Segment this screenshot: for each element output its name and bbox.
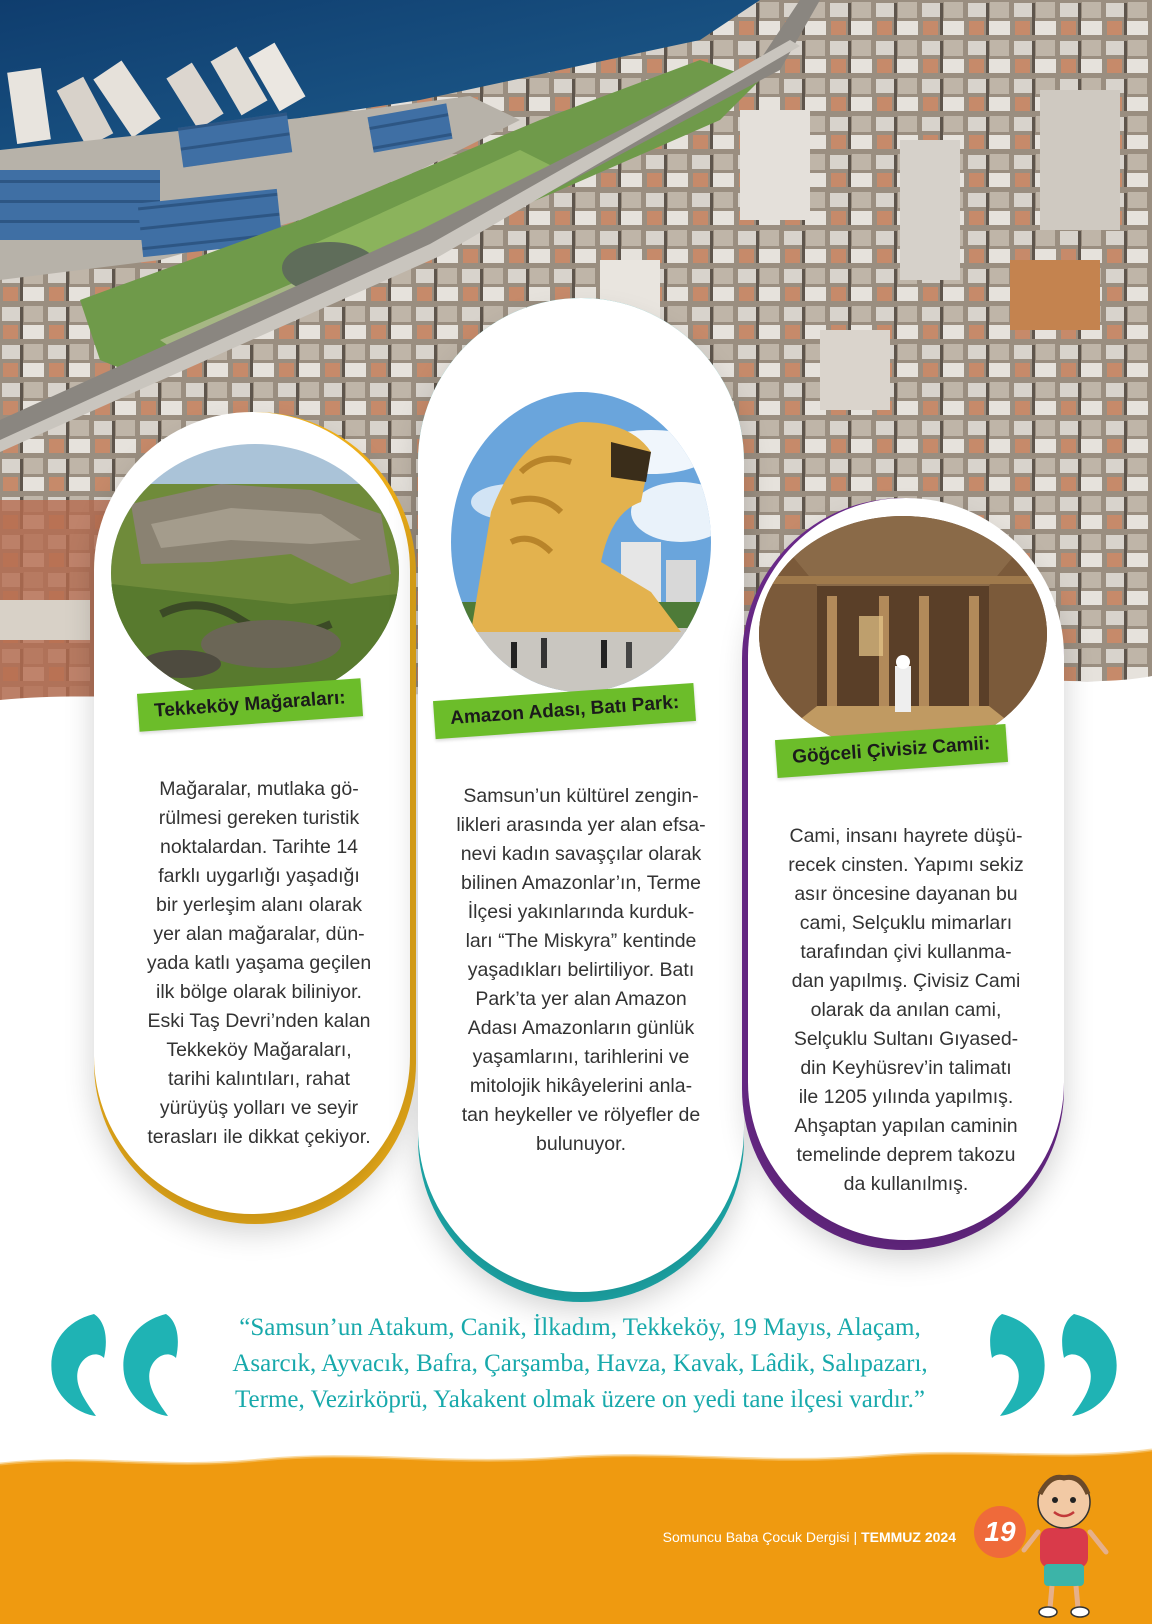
card-description: Mağaralar, mutlaka gö- rülmesi gereken turistik noktalardan. Tarihte 14 farklı uygarlığı yaşadığı bir yerleşim alanı olarak yer alan mağaralar, dün- yada katlı yaşama geçilen ilk bölge olarak biliniyor. Eski Taş Devri’nden kalan Tekkeköy Mağaraları, tarihi kalıntıları, rahat yürüyüş yolları ve seyir terasları ile dikkat çekiyor.: [146, 778, 372, 1148]
open-quote-icon: [44, 1310, 184, 1424]
card-amazon-island: [418, 298, 744, 1302]
card-title-tag: Tekkeköy Mağaraları:: [137, 678, 363, 732]
card-title-tag: Amazon Adası, Batı Park:: [433, 683, 696, 739]
amazon-lion-statue-photo: [451, 392, 711, 692]
card-tekkekoy-caves: [94, 412, 416, 1224]
close-quote-icon: [984, 1310, 1124, 1424]
gogceli-mosque-interior-photo: [759, 516, 1047, 752]
magazine-name: Somuncu Baba Çocuk Dergisi: [662, 1529, 850, 1545]
issue-date: TEMMUZ 2024: [861, 1529, 956, 1545]
tekkekoy-caves-photo: [111, 444, 399, 702]
footer-credit: [663, 1529, 956, 1545]
card-description: Cami, insanı hayrete düşü- recek cinsten. Yapımı sekiz asır öncesine dayanan bu cami, Selçuklu mimarları tarafından çivi kullanma- dan yapılmış. Çivisiz Cami olarak da anılan cami, Selçuklu Sultanı Gıyased- din Keyhüsrev’in talimatı ile 1205 yılında yapılmış. Ahşaptan yapılan caminin temelinde deprem takozu da kullanılmış.: [788, 825, 1024, 1195]
card-title-tag: Göğceli Çivisiz Camii:: [775, 724, 1008, 778]
card-description: Samsun’un kültürel zengin- likleri arasında yer alan efsa- nevi kadın savaşçılar olarak bilinen Amazonlar’ın, Terme İlçesi yakınlarında kurduk- ları “The Miskyra” kentinde yaşadıkları belirtiliyor. Batı Park’ta yer alan Amazon Adası Amazonların günlük yaşamlarını, tarihlerini ve mitolojik hikâyelerini anla- tan heykeller ve rölyefler de bulunuyor.: [456, 785, 706, 1155]
card-gogceli-mosque: [742, 498, 1064, 1250]
kid-mascot-illustration: [1020, 1472, 1112, 1624]
footer-separator: |: [853, 1529, 858, 1545]
page-number: 19: [974, 1506, 1026, 1558]
district-quote: “Samsun’un Atakum, Canik, İlkadım, Tekkeköy, 19 Mayıs, Alaçam, Asarcık, Ayvacık, Bafra, Çarşamba, Havza, Kavak, Lâdik, Salıpazarı, Terme, Vezirköprü, Yakakent olmak üzere on yedi tane ilçesi vardır.”: [232, 1314, 928, 1413]
